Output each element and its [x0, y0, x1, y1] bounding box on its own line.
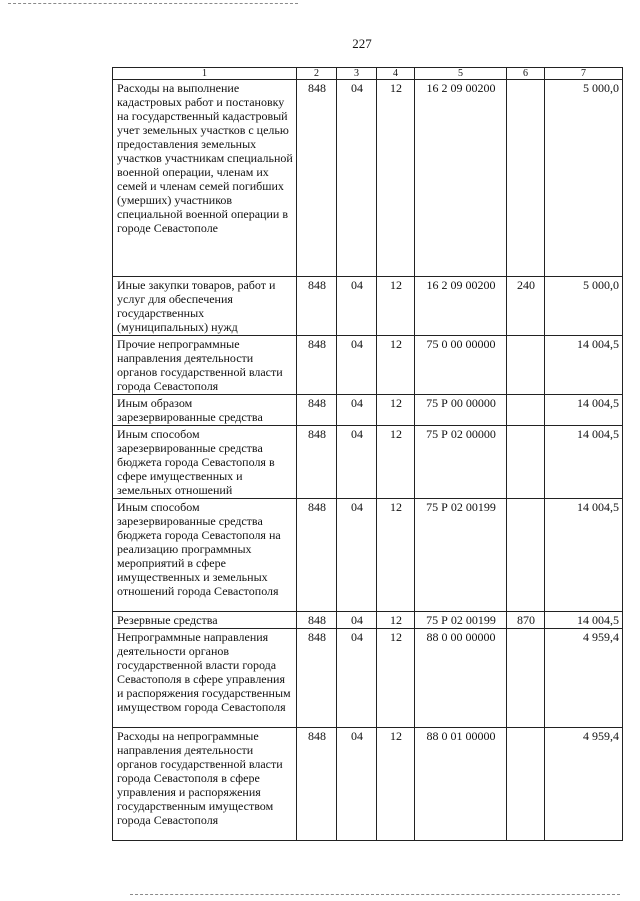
- row-target-code: 16 2 09 00200: [415, 277, 507, 336]
- row-section: 04: [337, 426, 377, 499]
- row-amount: 14 004,5: [545, 499, 623, 612]
- row-amount: 4 959,4: [545, 728, 623, 841]
- row-grbs: 848: [297, 499, 337, 612]
- row-name: Расходы на выполнение кадастровых работ и постановку на государственный кадастровый учет земельных участков с целью предоставления земельных участков участникам специальной военной операции, членам их семей и членам семей погибших (умерших) участников специальной военной операции в городе Севастополе: [113, 80, 297, 277]
- row-section: 04: [337, 277, 377, 336]
- row-expense-type: [507, 336, 545, 395]
- row-section: 04: [337, 80, 377, 277]
- row-grbs: 848: [297, 277, 337, 336]
- row-subsection: 12: [377, 426, 415, 499]
- table-row: [113, 277, 623, 336]
- row-target-code: 75 Р 02 00199: [415, 612, 507, 629]
- row-target-code: 75 Р 02 00000: [415, 426, 507, 499]
- column-header-4: 4: [377, 68, 415, 80]
- table-row: [113, 612, 623, 629]
- page-number: 227: [352, 36, 372, 51]
- row-target-code: 75 Р 00 00000: [415, 395, 507, 426]
- row-expense-type: 870: [507, 612, 545, 629]
- row-section: 04: [337, 336, 377, 395]
- table-row: [113, 629, 623, 728]
- row-amount: 14 004,5: [545, 612, 623, 629]
- row-amount: 14 004,5: [545, 336, 623, 395]
- row-subsection: 12: [377, 395, 415, 426]
- row-amount: 5 000,0: [545, 80, 623, 277]
- row-grbs: 848: [297, 612, 337, 629]
- scan-edge-bottom: [130, 894, 620, 895]
- row-grbs: 848: [297, 629, 337, 728]
- table-row: [113, 336, 623, 395]
- column-header-2: 2: [297, 68, 337, 80]
- row-section: 04: [337, 728, 377, 841]
- row-expense-type: [507, 499, 545, 612]
- row-target-code: 75 Р 02 00199: [415, 499, 507, 612]
- column-header-1: 1: [113, 68, 297, 80]
- row-section: 04: [337, 612, 377, 629]
- row-amount: 14 004,5: [545, 426, 623, 499]
- column-header-6: 6: [507, 68, 545, 80]
- row-subsection: 12: [377, 629, 415, 728]
- row-amount: 14 004,5: [545, 395, 623, 426]
- row-subsection: 12: [377, 499, 415, 612]
- row-grbs: 848: [297, 395, 337, 426]
- row-subsection: 12: [377, 336, 415, 395]
- row-expense-type: [507, 426, 545, 499]
- row-amount: 4 959,4: [545, 629, 623, 728]
- row-grbs: 848: [297, 426, 337, 499]
- row-subsection: 12: [377, 277, 415, 336]
- budget-table: [112, 67, 623, 841]
- table-row: [113, 728, 623, 841]
- row-section: 04: [337, 395, 377, 426]
- column-header-5: 5: [415, 68, 507, 80]
- table-row: [113, 499, 623, 612]
- row-expense-type: [507, 395, 545, 426]
- row-target-code: 88 0 00 00000: [415, 629, 507, 728]
- row-name: Иным образом зарезервированные средства: [113, 395, 297, 426]
- row-target-code: 75 0 00 00000: [415, 336, 507, 395]
- row-target-code: 88 0 01 00000: [415, 728, 507, 841]
- row-expense-type: [507, 629, 545, 728]
- header-row: [113, 68, 623, 80]
- table-row: [113, 80, 623, 277]
- row-grbs: 848: [297, 336, 337, 395]
- row-expense-type: [507, 80, 545, 277]
- column-header-7: 7: [545, 68, 623, 80]
- row-name: Резервные средства: [113, 612, 297, 629]
- table-row: [113, 426, 623, 499]
- scan-edge-top: [8, 3, 298, 4]
- row-name: Прочие непрограммные направления деятельности органов государственной власти города Севастополя: [113, 336, 297, 395]
- row-section: 04: [337, 629, 377, 728]
- row-name: Иным способом зарезервированные средства бюджета города Севастополя на реализацию программных мероприятий в сфере имущественных и земельных отношений города Севастополя: [113, 499, 297, 612]
- row-expense-type: [507, 728, 545, 841]
- row-name: Непрограммные направления деятельности органов государственной власти города Севастополя в сфере управления и распоряжения государственным имуществом города Севастополя: [113, 629, 297, 728]
- row-amount: 5 000,0: [545, 277, 623, 336]
- row-grbs: 848: [297, 80, 337, 277]
- column-header-3: 3: [337, 68, 377, 80]
- row-subsection: 12: [377, 728, 415, 841]
- row-section: 04: [337, 499, 377, 612]
- table-row: [113, 395, 623, 426]
- row-target-code: 16 2 09 00200: [415, 80, 507, 277]
- row-expense-type: 240: [507, 277, 545, 336]
- row-subsection: 12: [377, 612, 415, 629]
- row-name: Расходы на непрограммные направления деятельности органов государственной власти города Севастополя в сфере управления и распоряжения государственным имуществом города Севастополя: [113, 728, 297, 841]
- row-grbs: 848: [297, 728, 337, 841]
- row-subsection: 12: [377, 80, 415, 277]
- row-name: Иным способом зарезервированные средства бюджета города Севастополя в сфере имущественных и земельных отношений: [113, 426, 297, 499]
- row-name: Иные закупки товаров, работ и услуг для обеспечения государственных (муниципальных) нужд: [113, 277, 297, 336]
